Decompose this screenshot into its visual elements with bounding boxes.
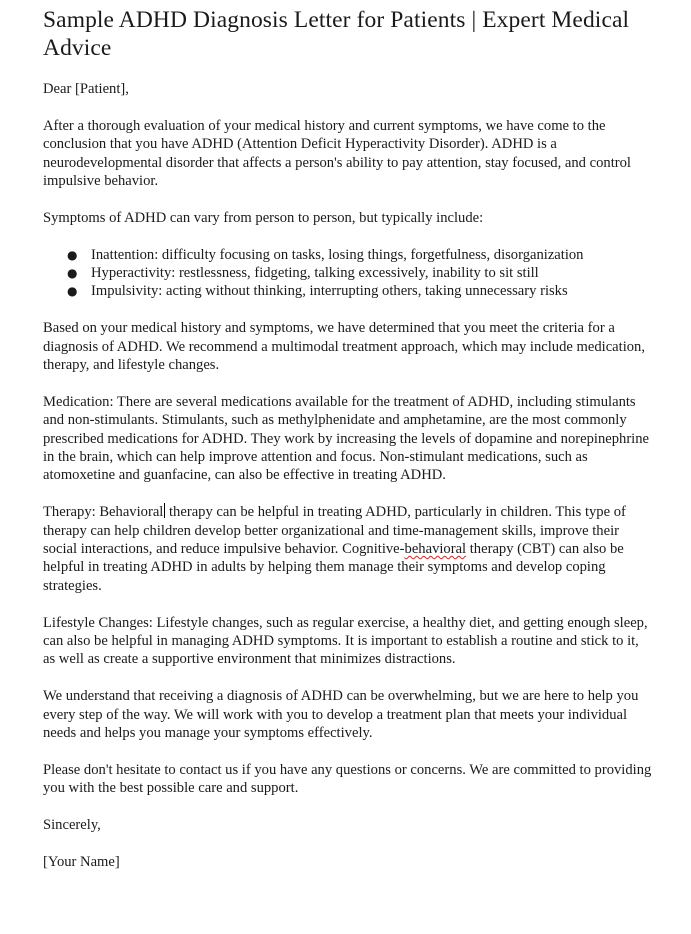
intro-paragraph: After a thorough evaluation of your medical history and current symptoms, we have come to the conclusion that you have ADHD (Attention Deficit Hyperactivity Disorder). ADHD is a neurodevelopmental disorder that affects a person's ability to pay attention, stay focused, and control impulsive behavior. (43, 117, 631, 190)
bullet-icon: ● (67, 247, 78, 262)
list-item (43, 282, 653, 300)
bullet-icon: ● (67, 284, 78, 299)
contact-paragraph: Please don't hesitate to contact us if you have any questions or concerns. We are committed to providing you with the best possible care and support. (43, 761, 652, 797)
closing: Sincerely, (43, 817, 101, 834)
bullet-icon: ● (67, 266, 78, 281)
symptoms-list (43, 246, 653, 301)
therapy-text-middle: therapy can be helpful in treating ADHD, particularly in children. This type of therapy can help children develop better organizational and time-management skills, improve their social interactions, and reduce impulsive behavior. Cognitive- (43, 504, 626, 558)
list-item-text: Impulsivity: acting without thinking, interrupting others, taking unnecessary risks (91, 283, 568, 300)
page-title: Sample ADHD Diagnosis Letter for Patients | Expert Medical Advice (43, 7, 630, 61)
lifestyle-paragraph: Lifestyle Changes: Lifestyle changes, such as regular exercise, a healthy diet, and getting enough sleep, can also be helpful in managing ADHD symptoms. It is important to establish a routine and stick to it, as well as create a supportive environment that minimizes distractions. (43, 614, 648, 668)
diagnosis-paragraph: Based on your medical history and symptoms, we have determined that you meet the criteria for a diagnosis of ADHD. We recommend a multimodal treatment approach, which may include medication, therapy, and lifestyle changes. (43, 320, 646, 374)
list-item-text: Inattention: difficulty focusing on tasks, losing things, forgetfulness, disorganization (91, 246, 584, 263)
list-item (43, 246, 653, 264)
therapy-paragraph (43, 503, 653, 595)
list-item-text: Hyperactivity: restlessness, fidgeting, talking excessively, inability to sit still (91, 265, 539, 282)
spellcheck-flagged-word[interactable]: behavioral (404, 541, 467, 558)
signature: [Your Name] (43, 853, 120, 870)
symptoms-intro-paragraph: Symptoms of ADHD can vary from person to person, but typically include: (43, 209, 484, 226)
list-item (43, 264, 653, 282)
support-paragraph: We understand that receiving a diagnosis of ADHD can be overwhelming, but we are here to help you every step of the way. We will work with you to develop a treatment plan that meets your individual needs and helps you manage your symptoms effectively. (43, 688, 639, 742)
medication-paragraph: Medication: There are several medications available for the treatment of ADHD, including stimulants and non-stimulants. Stimulants, such as methylphenidate and amphetamine, are the most commonly prescribed medications for ADHD. They work by increasing the levels of dopamine and norepinephrine in the brain, which can help improve attention and focus. Non-stimulant medications, such as atomoxetine and guanfacine, can also be effective in treating ADHD. (43, 393, 650, 484)
salutation: Dear [Patient], (43, 81, 129, 97)
therapy-text-end: therapy (CBT) can also be helpful in treating ADHD in adults by helping them manage their symptoms and develop coping strategies. (43, 541, 624, 594)
document-page (43, 6, 653, 890)
therapy-text-start: Therapy: Behavioral (43, 504, 164, 521)
